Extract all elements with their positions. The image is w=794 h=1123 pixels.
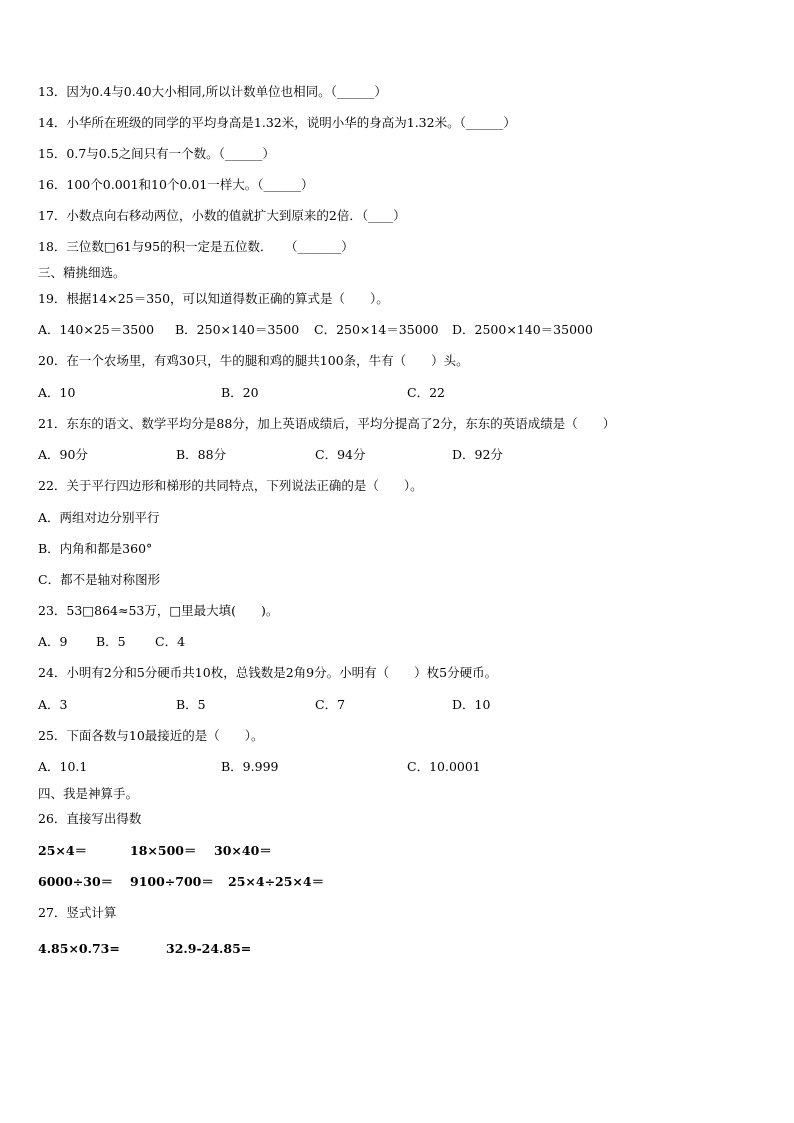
option-c: C．94分 xyxy=(315,447,366,462)
calc-item: 25×4＝ xyxy=(38,843,88,858)
option-a: A．9 xyxy=(38,634,68,649)
section-title-4: 四、我是神算手。 xyxy=(38,786,139,801)
question-17: 17．小数点向右移动两位，小数的值就扩大到原来的2倍．（____） xyxy=(38,208,406,223)
option-b: B．88分 xyxy=(176,447,227,462)
question-21: 21．东东的语文、数学平均分是88分，加上英语成绩后，平均分提高了2分，东东的英语成绩是（ ） xyxy=(38,416,616,431)
question-23: 23．53□864≈53万，□里最大填( )。 xyxy=(38,603,279,618)
calc-item: 30×40＝ xyxy=(214,843,272,858)
option-b: B．250×140＝3500 xyxy=(175,322,300,337)
option-b: B．20 xyxy=(221,385,259,400)
question-22-option-c: C．都不是轴对称图形 xyxy=(38,572,161,587)
option-a: A．90分 xyxy=(38,447,88,462)
option-b: B．5 xyxy=(96,634,126,649)
calc-item: 9100÷700＝ xyxy=(130,874,214,889)
option-a: A．140×25＝3500 xyxy=(38,322,155,337)
question-27: 27．竖式计算 xyxy=(38,905,117,920)
option-a: A．3 xyxy=(38,697,68,712)
section-title-3: 三、精挑细选。 xyxy=(38,265,126,280)
question-15: 15．0.7与0.5之间只有一个数。（______） xyxy=(38,146,275,161)
question-25: 25．下面各数与10最接近的是（ ）。 xyxy=(38,728,264,743)
option-d: D．10 xyxy=(452,697,491,712)
question-13: 13．因为0.4与0.40大小相同,所以计数单位也相同。（______） xyxy=(38,84,387,99)
calc-item: 32.9-24.85= xyxy=(166,941,252,956)
question-22-option-a: A．两组对边分别平行 xyxy=(38,510,160,525)
question-20: 20．在一个农场里，有鸡30只，牛的腿和鸡的腿共100条，牛有（ ）头。 xyxy=(38,353,469,368)
question-18: 18．三位数□61与95的积一定是五位数． （_______） xyxy=(38,239,354,254)
question-26: 26．直接写出得数 xyxy=(38,811,142,826)
option-c: C．10.0001 xyxy=(407,759,481,774)
option-b: B．5 xyxy=(176,697,206,712)
option-c: C．250×14＝35000 xyxy=(314,322,439,337)
option-a: A．10.1 xyxy=(38,759,88,774)
option-d: D．2500×140＝35000 xyxy=(452,322,593,337)
question-14: 14．小华所在班级的同学的平均身高是1.32米，说明小华的身高为1.32米。（______） xyxy=(38,115,516,130)
option-d: D．92分 xyxy=(452,447,503,462)
option-c: C．22 xyxy=(407,385,445,400)
calc-item: 6000÷30＝ xyxy=(38,874,114,889)
question-22: 22．关于平行四边形和梯形的共同特点，下列说法正确的是（ ）。 xyxy=(38,478,423,493)
question-22-option-b: B．内角和都是360° xyxy=(38,541,153,556)
question-16: 16．100个0.001和10个0.01一样大。（______） xyxy=(38,177,314,192)
option-c: C．4 xyxy=(155,634,186,649)
question-24: 24．小明有2分和5分硬币共10枚，总钱数是2角9分。小明有（ ）枚5分硬币。 xyxy=(38,665,498,680)
calc-item: 18×500＝ xyxy=(130,843,197,858)
question-19: 19．根据14×25＝350，可以知道得数正确的算式是（ ）。 xyxy=(38,291,389,306)
option-b: B．9.999 xyxy=(221,759,279,774)
calc-item: 4.85×0.73= xyxy=(38,941,120,956)
option-c: C．7 xyxy=(315,697,346,712)
option-a: A．10 xyxy=(38,385,76,400)
calc-item: 25×4÷25×4＝ xyxy=(228,874,325,889)
